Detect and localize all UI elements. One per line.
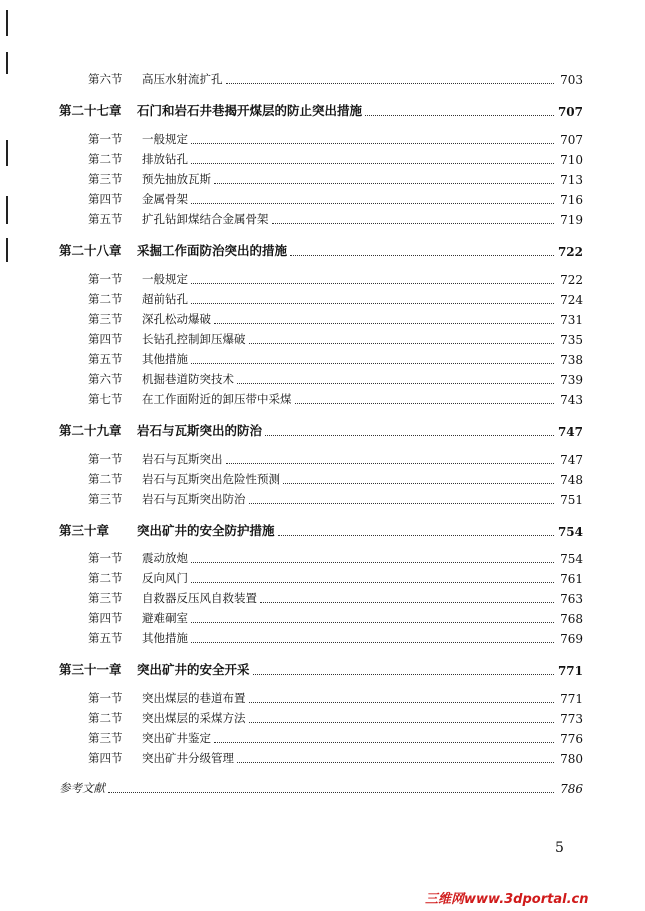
toc-number: 第二十九章 (59, 423, 122, 438)
toc-section[interactable] (88, 590, 583, 606)
dot-leader (249, 502, 555, 504)
toc-label (88, 451, 223, 467)
toc-title: 超前钻孔 (142, 292, 188, 306)
toc-section[interactable] (88, 630, 583, 646)
toc-label (88, 311, 211, 327)
scan-mark (6, 140, 8, 166)
toc-section[interactable] (88, 311, 583, 327)
toc-page-number: 707 (560, 133, 583, 147)
toc-page-number: 743 (560, 393, 583, 407)
toc-label (88, 371, 234, 387)
toc-chapter[interactable] (59, 521, 583, 539)
toc-number: 第一节 (88, 691, 123, 705)
toc-title: 避难硐室 (142, 611, 188, 625)
toc-page-number: 754 (560, 552, 583, 566)
toc-title: 其他措施 (142, 631, 188, 645)
toc-title: 参考文献 (59, 781, 105, 795)
toc-title: 突出矿井分级管理 (142, 751, 234, 765)
toc-section[interactable] (88, 371, 583, 387)
toc-label (59, 101, 362, 119)
toc-title: 机掘巷道防突技术 (142, 372, 234, 386)
toc-title: 石门和岩石井巷揭开煤层的防止突出措施 (137, 103, 363, 118)
toc-title: 一般规定 (142, 272, 188, 286)
toc-title: 其他措施 (142, 352, 188, 366)
toc-title: 排放钻孔 (142, 152, 188, 166)
toc-section[interactable] (88, 151, 583, 167)
toc-label (88, 750, 234, 766)
toc-title: 岩石与瓦斯突出防治 (142, 492, 246, 506)
watermark: 三维网www.3dportal.cn (425, 892, 589, 907)
toc-number: 第七节 (88, 392, 123, 406)
toc-number: 第五节 (88, 212, 123, 226)
toc-page-number: 771 (557, 664, 583, 678)
dot-leader (191, 641, 554, 643)
toc-number: 第二十八章 (59, 243, 122, 258)
dot-leader (214, 741, 554, 743)
toc-page-number: 716 (560, 193, 583, 207)
toc-section[interactable] (88, 271, 583, 287)
toc-number: 第三节 (88, 591, 123, 605)
dot-leader (226, 462, 555, 464)
toc-number: 第三十章 (59, 523, 110, 538)
toc-label (59, 780, 105, 796)
toc-label (88, 730, 211, 746)
toc-section[interactable] (88, 391, 583, 407)
dot-leader (295, 402, 555, 404)
toc-label (88, 191, 188, 207)
toc-page-number: 776 (560, 732, 583, 746)
toc-number: 第二节 (88, 472, 123, 486)
dot-leader (283, 482, 554, 484)
toc-title: 在工作面附近的卸压带中采煤 (142, 392, 292, 406)
dot-leader (272, 222, 555, 224)
toc-label (59, 241, 287, 259)
dot-leader (214, 322, 554, 324)
dot-leader (191, 581, 554, 583)
toc-number: 第四节 (88, 611, 123, 625)
toc-section[interactable] (88, 471, 583, 487)
toc-title: 岩石与瓦斯突出 (142, 452, 223, 466)
toc-section[interactable] (88, 291, 583, 307)
toc-title: 岩石与瓦斯突出危险性预测 (142, 472, 280, 486)
toc-label (88, 291, 188, 307)
dot-leader (191, 621, 554, 623)
toc-chapter[interactable] (59, 101, 583, 119)
toc-label (88, 271, 188, 287)
toc-title: 预先抽放瓦斯 (142, 172, 211, 186)
toc-label (88, 590, 257, 606)
dot-leader (191, 302, 554, 304)
toc-number: 第三十一章 (59, 662, 122, 677)
dot-leader (260, 601, 554, 603)
toc-title: 高压水射流扩孔 (142, 72, 223, 86)
toc-number: 第三节 (88, 172, 123, 186)
toc-section[interactable] (88, 171, 583, 187)
toc-number: 第三节 (88, 731, 123, 745)
dot-leader (237, 761, 554, 763)
toc-page-number: 780 (560, 752, 583, 766)
toc-chapter[interactable] (59, 421, 583, 439)
toc-label (88, 710, 246, 726)
toc-title: 扩孔钻卸煤结合金属骨架 (142, 212, 269, 226)
toc-title: 震动放炮 (142, 551, 188, 565)
toc-page-number: 769 (560, 632, 583, 646)
scan-mark (6, 52, 8, 74)
toc-section[interactable] (88, 331, 583, 347)
dot-leader (191, 162, 554, 164)
toc-title: 突出矿井的安全开采 (137, 662, 250, 677)
toc-title: 突出矿井的安全防护措施 (137, 523, 275, 538)
toc-page-number: 722 (557, 245, 583, 259)
dot-leader (265, 434, 554, 436)
toc-label (88, 570, 188, 586)
toc-section[interactable] (88, 491, 583, 507)
dot-leader (249, 701, 555, 703)
toc-title: 反向风门 (142, 571, 188, 585)
toc-number: 第六节 (88, 372, 123, 386)
toc-section[interactable] (88, 191, 583, 207)
toc-number: 第二节 (88, 711, 123, 725)
toc-label (88, 550, 188, 566)
toc-page-number: 731 (560, 313, 583, 327)
toc-number: 第五节 (88, 352, 123, 366)
toc-number: 第三节 (88, 312, 123, 326)
toc-page-number: 761 (560, 572, 583, 586)
toc-page-number: 771 (560, 692, 583, 706)
toc-page-number: 763 (560, 592, 583, 606)
dot-leader (191, 561, 554, 563)
dot-leader (253, 673, 554, 675)
toc-label (88, 690, 246, 706)
toc-section[interactable] (88, 550, 583, 566)
toc-title: 自救器反压风自救装置 (142, 591, 257, 605)
toc-label (88, 171, 211, 187)
toc-title: 长钻孔控制卸压爆破 (142, 332, 246, 346)
toc-number: 第二十七章 (59, 103, 122, 118)
toc-page-number: 739 (560, 373, 583, 387)
toc-page-number: 754 (557, 525, 583, 539)
toc-page-number: 713 (560, 173, 583, 187)
scan-mark (6, 196, 8, 224)
toc-page-number: 724 (560, 293, 583, 307)
toc-chapter[interactable] (59, 241, 583, 259)
dot-leader (191, 202, 554, 204)
toc-number: 第六节 (88, 72, 123, 86)
toc-title: 金属骨架 (142, 192, 188, 206)
page-number: 5 (555, 840, 564, 856)
toc-section[interactable] (88, 211, 583, 227)
toc-references[interactable] (59, 780, 583, 796)
toc-label (88, 351, 188, 367)
toc-page-number: 747 (557, 425, 583, 439)
toc-page-number: 719 (560, 213, 583, 227)
dot-leader (365, 114, 554, 116)
toc-page-number: 786 (560, 782, 583, 796)
dot-leader (249, 721, 555, 723)
toc-page-number: 748 (560, 473, 583, 487)
toc-page-number: 773 (560, 712, 583, 726)
toc-title: 突出煤层的采煤方法 (142, 711, 246, 725)
scan-mark (6, 10, 8, 36)
toc-section[interactable] (88, 710, 583, 726)
toc-number: 第一节 (88, 272, 123, 286)
dot-leader (249, 342, 555, 344)
toc-label (88, 391, 292, 407)
toc-section[interactable] (88, 750, 583, 766)
toc-section[interactable] (88, 730, 583, 746)
toc-page-number: 751 (560, 493, 583, 507)
dot-leader (108, 791, 554, 793)
dot-leader (191, 362, 554, 364)
toc-number: 第一节 (88, 551, 123, 565)
dot-leader (290, 254, 554, 256)
dot-leader (226, 82, 555, 84)
toc-page-number: 710 (560, 153, 583, 167)
toc-section[interactable] (88, 71, 583, 87)
toc-label (88, 630, 188, 646)
toc-label (59, 521, 275, 539)
toc-label (88, 131, 188, 147)
toc-section[interactable] (88, 690, 583, 706)
toc-title: 岩石与瓦斯突出的防治 (137, 423, 263, 438)
toc-label (88, 331, 246, 347)
toc-label (88, 471, 280, 487)
toc-label (88, 71, 223, 87)
dot-leader (191, 142, 554, 144)
toc-label (59, 421, 262, 439)
toc-number: 第五节 (88, 631, 123, 645)
toc-page-number: 735 (560, 333, 583, 347)
toc-section[interactable] (88, 570, 583, 586)
toc-number: 第一节 (88, 452, 123, 466)
toc-number: 第四节 (88, 192, 123, 206)
toc-section[interactable] (88, 131, 583, 147)
toc-section[interactable] (88, 610, 583, 626)
toc-page-number: 768 (560, 612, 583, 626)
toc-page-number: 703 (560, 73, 583, 87)
toc-number: 第四节 (88, 332, 123, 346)
toc-label (88, 211, 269, 227)
toc-number: 第二节 (88, 571, 123, 585)
dot-leader (214, 182, 554, 184)
dot-leader (278, 534, 554, 536)
toc-page-number: 722 (560, 273, 583, 287)
dot-leader (191, 282, 554, 284)
toc-label (59, 660, 250, 678)
scan-mark (6, 238, 8, 262)
toc-number: 第二节 (88, 292, 123, 306)
toc-title: 突出煤层的巷道布置 (142, 691, 246, 705)
toc-section[interactable] (88, 451, 583, 467)
toc-label (88, 610, 188, 626)
toc-number: 第二节 (88, 152, 123, 166)
toc-section[interactable] (88, 351, 583, 367)
toc-title: 采掘工作面防治突出的措施 (137, 243, 288, 258)
toc-page-number: 747 (560, 453, 583, 467)
toc-title: 一般规定 (142, 132, 188, 146)
dot-leader (237, 382, 554, 384)
toc-number: 第四节 (88, 751, 123, 765)
toc-number: 第三节 (88, 492, 123, 506)
toc-title: 深孔松动爆破 (142, 312, 211, 326)
toc-label (88, 151, 188, 167)
toc-title: 突出矿井鉴定 (142, 731, 211, 745)
toc-number: 第一节 (88, 132, 123, 146)
toc-chapter[interactable] (59, 660, 583, 678)
toc-label (88, 491, 246, 507)
toc-page-number: 707 (557, 105, 583, 119)
toc-page-number: 738 (560, 353, 583, 367)
